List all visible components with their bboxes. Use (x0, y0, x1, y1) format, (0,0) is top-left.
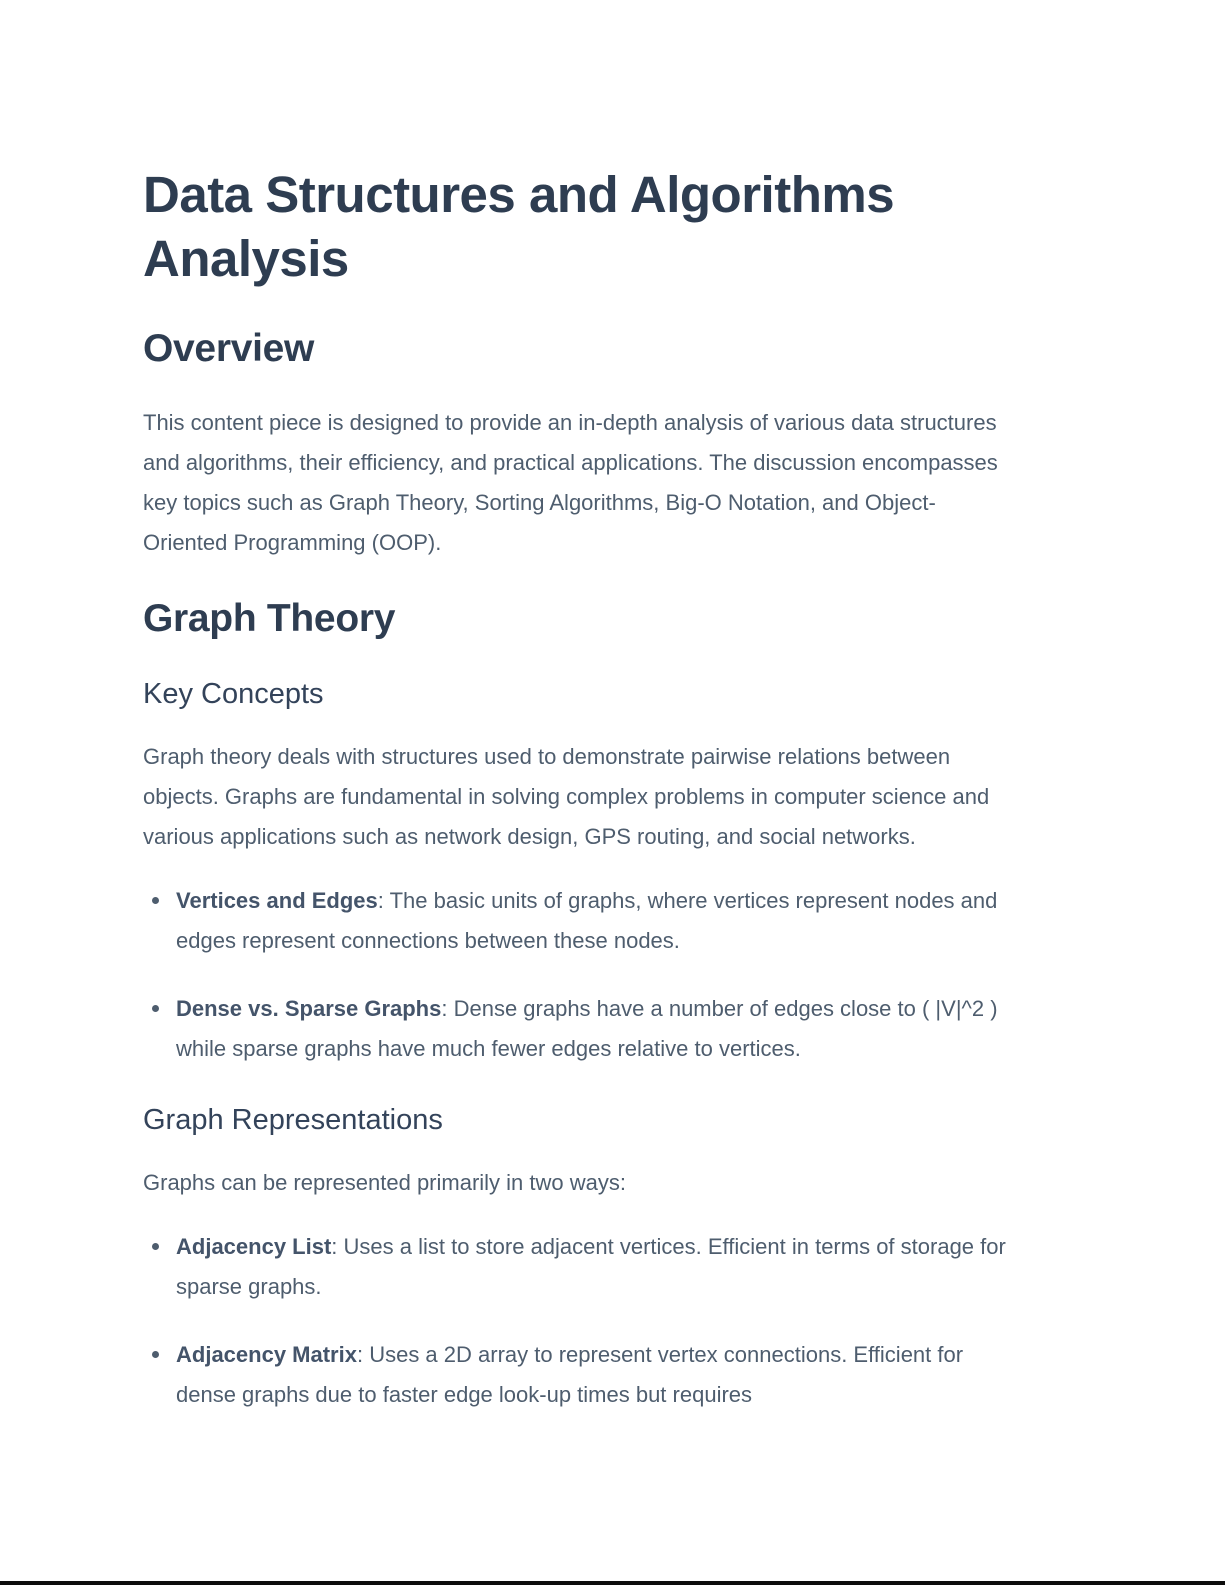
subsection-heading-graph-representations: Graph Representations (143, 1104, 443, 1136)
bullet-term: Dense vs. Sparse Graphs (176, 996, 442, 1021)
list-item (176, 989, 1011, 1069)
key-concepts-bullet-list (143, 881, 1011, 1069)
list-item (176, 881, 1011, 961)
list-item (176, 1227, 1011, 1307)
bullet-text: : Uses a list to store adjacent vertices. Efficient in terms of storage for sparse graphs. (176, 1234, 1006, 1299)
list-item (176, 1335, 1011, 1415)
section-heading-overview: Overview (143, 327, 315, 370)
subsection-heading-key-concepts: Key Concepts (143, 678, 324, 710)
bullet-term: Adjacency Matrix (176, 1342, 357, 1367)
bullet-text: : Dense graphs have a number of edges close to ( |V|^2 ) while sparse graphs have much fewer edges relative to vertices. (176, 996, 998, 1061)
bottom-edge-line (0, 1581, 1225, 1585)
bullet-term: Adjacency List (176, 1234, 332, 1259)
key-concepts-paragraph: Graph theory deals with structures used to demonstrate pairwise relations between objects. Graphs are fundamental in solving complex problems in computer science and various applications such as network design, GPS routing, and social networks. (143, 744, 990, 849)
bullet-text: : The basic units of graphs, where vertices represent nodes and edges represent connections between these nodes. (176, 888, 998, 953)
page-title: Data Structures and Algorithms Analysis (143, 166, 895, 287)
bullet-term: Vertices and Edges (176, 888, 378, 913)
bullet-text: : Uses a 2D array to represent vertex connections. Efficient for dense graphs due to faster edge look-up times but requires (176, 1342, 964, 1407)
section-heading-graph-theory: Graph Theory (143, 597, 396, 640)
overview-paragraph: This content piece is designed to provide an in-depth analysis of various data structures and algorithms, their efficiency, and practical applications. The discussion encompasses key topics such as Graph Theory, Sorting Algorithms, Big-O Notation, and Object-Oriented Programming (OOP). (143, 410, 998, 555)
document-body (143, 163, 1011, 1445)
representations-bullet-list (143, 1227, 1011, 1415)
representations-paragraph: Graphs can be represented primarily in two ways: (143, 1170, 626, 1195)
